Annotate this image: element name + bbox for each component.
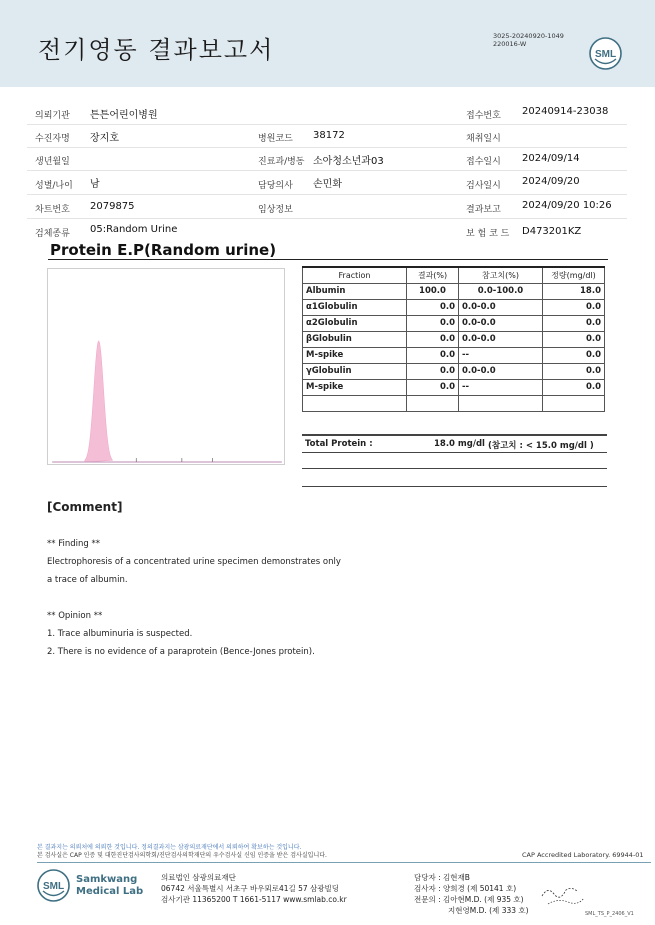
opinion-text: 2. There is no evidence of a paraprotein (Bence-Jones protein). [47,647,315,657]
specimen-type-value: 05:Random Urine [90,224,178,235]
sml-logo [589,37,622,70]
fraction-reference: 0.0-0.0 [459,299,543,315]
sex-age-label: 성별/나이 [35,181,73,191]
staff-specialist-2: 지현영M.D. (제 333 호) [448,906,529,915]
requesting-institution-value: 튼튼어린이병원 [90,110,158,121]
albumin-peak [85,341,113,462]
report-title: 전기영동 결과보고서 [38,36,275,64]
patient-name-value: 장지호 [90,133,119,144]
report-date-value: 2024/09/20 10:26 [522,200,612,211]
lab-name-line2: Medical Lab [76,886,144,897]
total-protein [305,439,605,449]
fraction-reference: 0.0-0.0 [459,363,543,379]
fraction-result: 0.0 [407,347,459,363]
lab-address-line1: 의료법인 삼광의료재단 [161,873,236,882]
department-label: 진료과/병동 [258,157,305,167]
fraction-quantity: 0.0 [543,363,605,379]
section-underline [48,259,608,260]
comment-heading: [Comment] [47,500,123,514]
birth-date-label: 생년월일 [35,157,70,167]
header-result: 결과(%) [407,267,459,283]
clinical-info-label: 임상정보 [258,205,293,215]
total-protein-reference: (참고치 : < 15.0 mg/dl ) [488,441,594,451]
chart-number-label: 차트번호 [35,205,70,215]
fraction-quantity: 0.0 [543,315,605,331]
opinion-heading: ** Opinion ** [47,611,103,621]
fraction-name: M-spike [303,347,407,363]
finding-text: Electrophoresis of a concentrated urine specimen demonstrates only [47,557,341,567]
row-divider [27,170,627,171]
table-row [303,331,605,347]
cap-accreditation: CAP Accredited Laboratory. 69944-01 [522,851,644,859]
row-divider [27,194,627,195]
blank-rule [302,486,607,487]
receipt-date-value: 2024/09/14 [522,153,580,164]
test-date-value: 2024/09/20 [522,176,580,187]
fraction-reference: 0.0-100.0 [459,283,543,299]
fraction-name: α2Globulin [303,315,407,331]
document-id-line1: 3025-20240920-1049 [493,32,564,40]
footer-sml-logo [37,869,70,902]
physician-label: 담당의사 [258,181,293,191]
table-row [303,363,605,379]
fraction-name: Albumin [303,283,407,299]
fraction-name: βGlobulin [303,331,407,347]
requesting-institution-label: 의뢰기관 [35,111,70,121]
fraction-name: γGlobulin [303,363,407,379]
total-bottom-rule [302,452,607,453]
table-row [303,283,605,299]
fraction-result: 0.0 [407,363,459,379]
footer-notice: 본 검사실은 CAP 인증 및 대한진단검사의학회/진단검사의학재단의 우수검사실 신임 인증을 받은 검사실입니다. [37,852,327,859]
signature-scribble [538,874,588,914]
fraction-reference: 0.0-0.0 [459,331,543,347]
hospital-code-label: 병원코드 [258,134,293,144]
receipt-number-label: 접수번호 [466,111,501,121]
document-id-line2: 220016-W [493,40,527,48]
document-id [493,32,564,48]
fraction-result: 0.0 [407,299,459,315]
total-protein-value: 18.0 mg/dl [434,439,485,449]
test-section-title: Protein E.P(Random urine) [50,241,277,259]
header-quantity: 정량(mg/dl) [543,267,605,283]
sml-logo-text: SML [594,49,617,60]
hospital-code-value: 38172 [313,130,345,141]
fraction-quantity: 0.0 [543,299,605,315]
fraction-quantity: 0.0 [543,331,605,347]
sex-age-value: 남 [90,179,100,190]
chart-number-value: 2079875 [90,201,135,212]
staff-in-charge: 담당자 : 김현재B [414,873,470,882]
fraction-name: M-spike [303,379,407,395]
fraction-quantity: 0.0 [543,347,605,363]
footer-notice-blue: 본 결과지는 의뢰처에 의뢰한 것입니다. 정의결과지는 삼광의료재단에서 의뢰하여 확보하는 것입니다. [37,844,302,851]
finding-text: a trace of albumin. [47,575,128,585]
row-divider [27,124,627,125]
fraction-reference: 0.0-0.0 [459,315,543,331]
table-row-empty [303,395,605,411]
lab-address-line2: 06742 서울특별시 서초구 바우뫼로41길 57 삼광빌딩 [161,884,340,893]
electropherogram [47,268,285,465]
row-divider [27,147,627,148]
insurance-code-label: 보 험 코 드 [466,229,510,239]
fraction-table-header [303,267,605,283]
footer-logo-text: SML [42,881,65,892]
test-date-label: 검사일시 [466,181,501,191]
fraction-reference: -- [459,379,543,395]
receipt-number-value: 20240914-23038 [522,106,609,117]
fraction-result: 0.0 [407,315,459,331]
fraction-result: 0.0 [407,379,459,395]
fraction-result: 100.0 [407,283,459,299]
total-top-rule [302,434,607,436]
department-value: 소아청소년과03 [313,156,384,167]
opinion-text: 1. Trace albuminuria is suspected. [47,629,193,639]
fraction-quantity: 0.0 [543,379,605,395]
table-row [303,347,605,363]
table-row [303,379,605,395]
receipt-date-label: 접수일시 [466,157,501,167]
footer-divider [37,862,651,863]
table-row [303,299,605,315]
insurance-code-value: D473201KZ [522,226,582,237]
fraction-quantity: 18.0 [543,283,605,299]
fraction-reference: -- [459,347,543,363]
total-protein-label: Total Protein : [305,439,373,449]
fraction-table [302,266,605,412]
staff-specialist: 전문의 : 김아현M.D. (제 935 호) [414,895,524,904]
report-date-label: 결과보고 [466,205,501,215]
header-reference: 참고치(%) [459,267,543,283]
fraction-name: α1Globulin [303,299,407,315]
lab-name-line1: Samkwang [76,874,138,885]
fraction-result: 0.0 [407,331,459,347]
finding-heading: ** Finding ** [47,539,100,549]
header-fraction: Fraction [303,267,407,283]
row-divider [27,218,627,219]
table-row [303,315,605,331]
physician-value: 손민화 [313,179,342,190]
lab-address-line3: 검사기관 11365200 T 1661-5117 www.smlab.co.kr [161,895,347,904]
form-code: SML_TS_P_2406_V1 [585,911,634,917]
collection-date-label: 채취일시 [466,134,501,144]
patient-name-label: 수진자명 [35,134,70,144]
staff-examiner: 검사자 : 양희경 (제 50141 호) [414,884,517,893]
blank-rule [302,468,607,469]
specimen-type-label: 검체종류 [35,229,70,239]
